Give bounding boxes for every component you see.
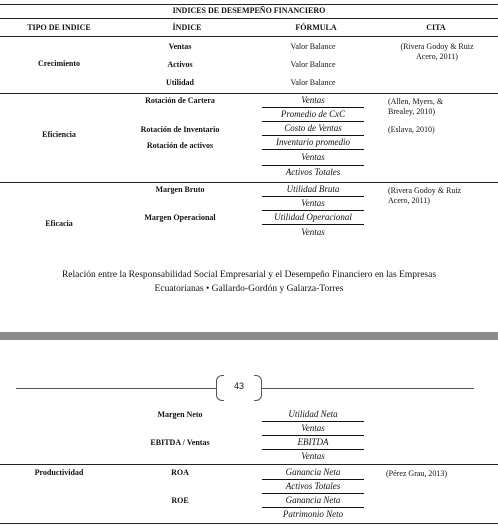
indice-margen-neto: Margen Neto [157,410,203,419]
indice-rotacion-activos: Rotación de activos [146,141,214,150]
tipo-eficiencia: Eficiencia [42,130,76,139]
header-formula: FÓRMULA [295,23,337,32]
indice-margen-operacional: Margen Operacional [144,213,216,222]
indice-utilidad: Utilidad [165,78,194,87]
formula-den-promedio-cxc: Promedio de CxC [280,109,346,119]
table-top-border [0,4,498,5]
indice-activos: Activos [167,60,193,69]
formula-den-ventas-4: Ventas [301,451,325,461]
page-number-box [216,375,262,401]
header-divider [0,36,498,37]
formula-den-ventas-2: Ventas [301,227,325,237]
header-indice: ÍNDICE [172,23,202,32]
indice-ventas: Ventas [168,42,192,51]
table-bottom-border [0,523,498,524]
formula-den-activos-totales: Activos Totales [285,167,341,177]
formula-num-ebitda: EBITDA [297,437,329,447]
fraction-bar [262,435,364,436]
indice-ebitda-ventas: EBITDA / Ventas [150,438,210,447]
formula-num-ventas-2: Ventas [301,152,325,162]
formula-den-ventas-3: Ventas [301,423,325,433]
fraction-bar [262,196,364,197]
formula-num-utilidad-bruta: Utilidad Bruta [286,184,340,194]
formula-valor-balance-2: Valor Balance [290,60,336,69]
fraction-bar [262,135,364,136]
indice-rotacion-cartera: Rotación de Cartera [145,96,215,105]
page-number-rule-left [16,388,216,389]
formula-den-ventas: Ventas [301,198,325,208]
fraction-bar [262,165,364,166]
fraction-bar [262,421,364,422]
cita-eficiencia-1 [388,97,492,117]
cita-line: Acero, 2011) [416,52,458,61]
tipo-productividad: Productividad [34,468,84,477]
group-divider-crecimiento [0,93,498,94]
formula-valor-balance-1: Valor Balance [290,42,336,51]
group-divider-eficiencia [0,182,498,183]
running-header [0,268,498,296]
formula-num-ventas: Ventas [301,95,325,105]
tipo-eficacia: Eficacia [45,219,73,228]
fraction-bar [262,493,364,494]
cita-line: Acero, 2011) [388,196,430,205]
title-divider [0,18,498,19]
cita-crecimiento [382,42,492,62]
running-header-line: Ecuatorianas • Gallardo-Gordón y Galarza-Torres [154,284,344,294]
header-cita: CITA [426,23,446,32]
running-header-line: Relación entre la Responsabilidad Social Empresarial y el Desempeño Financiero en las Empresas [61,270,437,280]
page-number: 43 [233,381,244,391]
page-number-rule-right [262,388,474,389]
indice-roa: ROA [171,468,189,477]
fraction-bar [262,149,364,150]
cita-eficacia [388,186,492,206]
formula-num-utilidad-neta: Utilidad Neta [288,409,338,419]
fraction-bar [262,224,364,225]
fraction-bar [262,210,364,211]
fraction-bar [262,121,364,122]
fraction-bar [262,507,364,508]
formula-num-costo-ventas: Costo de Ventas [284,123,342,133]
formula-valor-balance-3: Valor Balance [290,78,336,87]
indice-rotacion-inventario: Rotación de Inventario [140,125,220,134]
cita-line: (Rivera Godoy & Ruiz [388,186,462,195]
formula-den-inventario-promedio: Inventario promedio [276,137,350,147]
fraction-bar [262,107,364,108]
fraction-bar [262,479,364,480]
group-divider-eficacia-end [0,464,498,465]
cita-line: (Allen, Myers, & [388,97,444,106]
fraction-bar [262,449,364,450]
cita-line: Brealey, 2010) [388,107,436,116]
tipo-crecimiento: Crecimiento [37,59,81,68]
formula-den-activos-totales-2: Activos Totales [285,481,341,491]
formula-num-utilidad-operacional: Utilidad Operacional [274,212,352,222]
cita-line: (Rivera Godoy & Ruiz [400,42,474,51]
indice-margen-bruto: Margen Bruto [155,185,205,194]
page-separator [0,332,498,340]
cita-eficiencia-2: (Eslava, 2010) [388,125,435,134]
formula-num-ganancia-neta: Ganancia Neta [285,467,341,477]
indice-roe: ROE [171,496,189,505]
formula-den-patrimonio-neto: Patrimonio Neto [282,509,344,519]
formula-num-ganancia-neta-2: Ganancia Neta [285,495,341,505]
table-title: INDICES DE DESEMPEÑO FINANCIERO [172,6,326,15]
cita-productividad: (Pérez Grau, 2013) [386,469,448,478]
header-tipo: TIPO DE INDICE [27,23,91,32]
